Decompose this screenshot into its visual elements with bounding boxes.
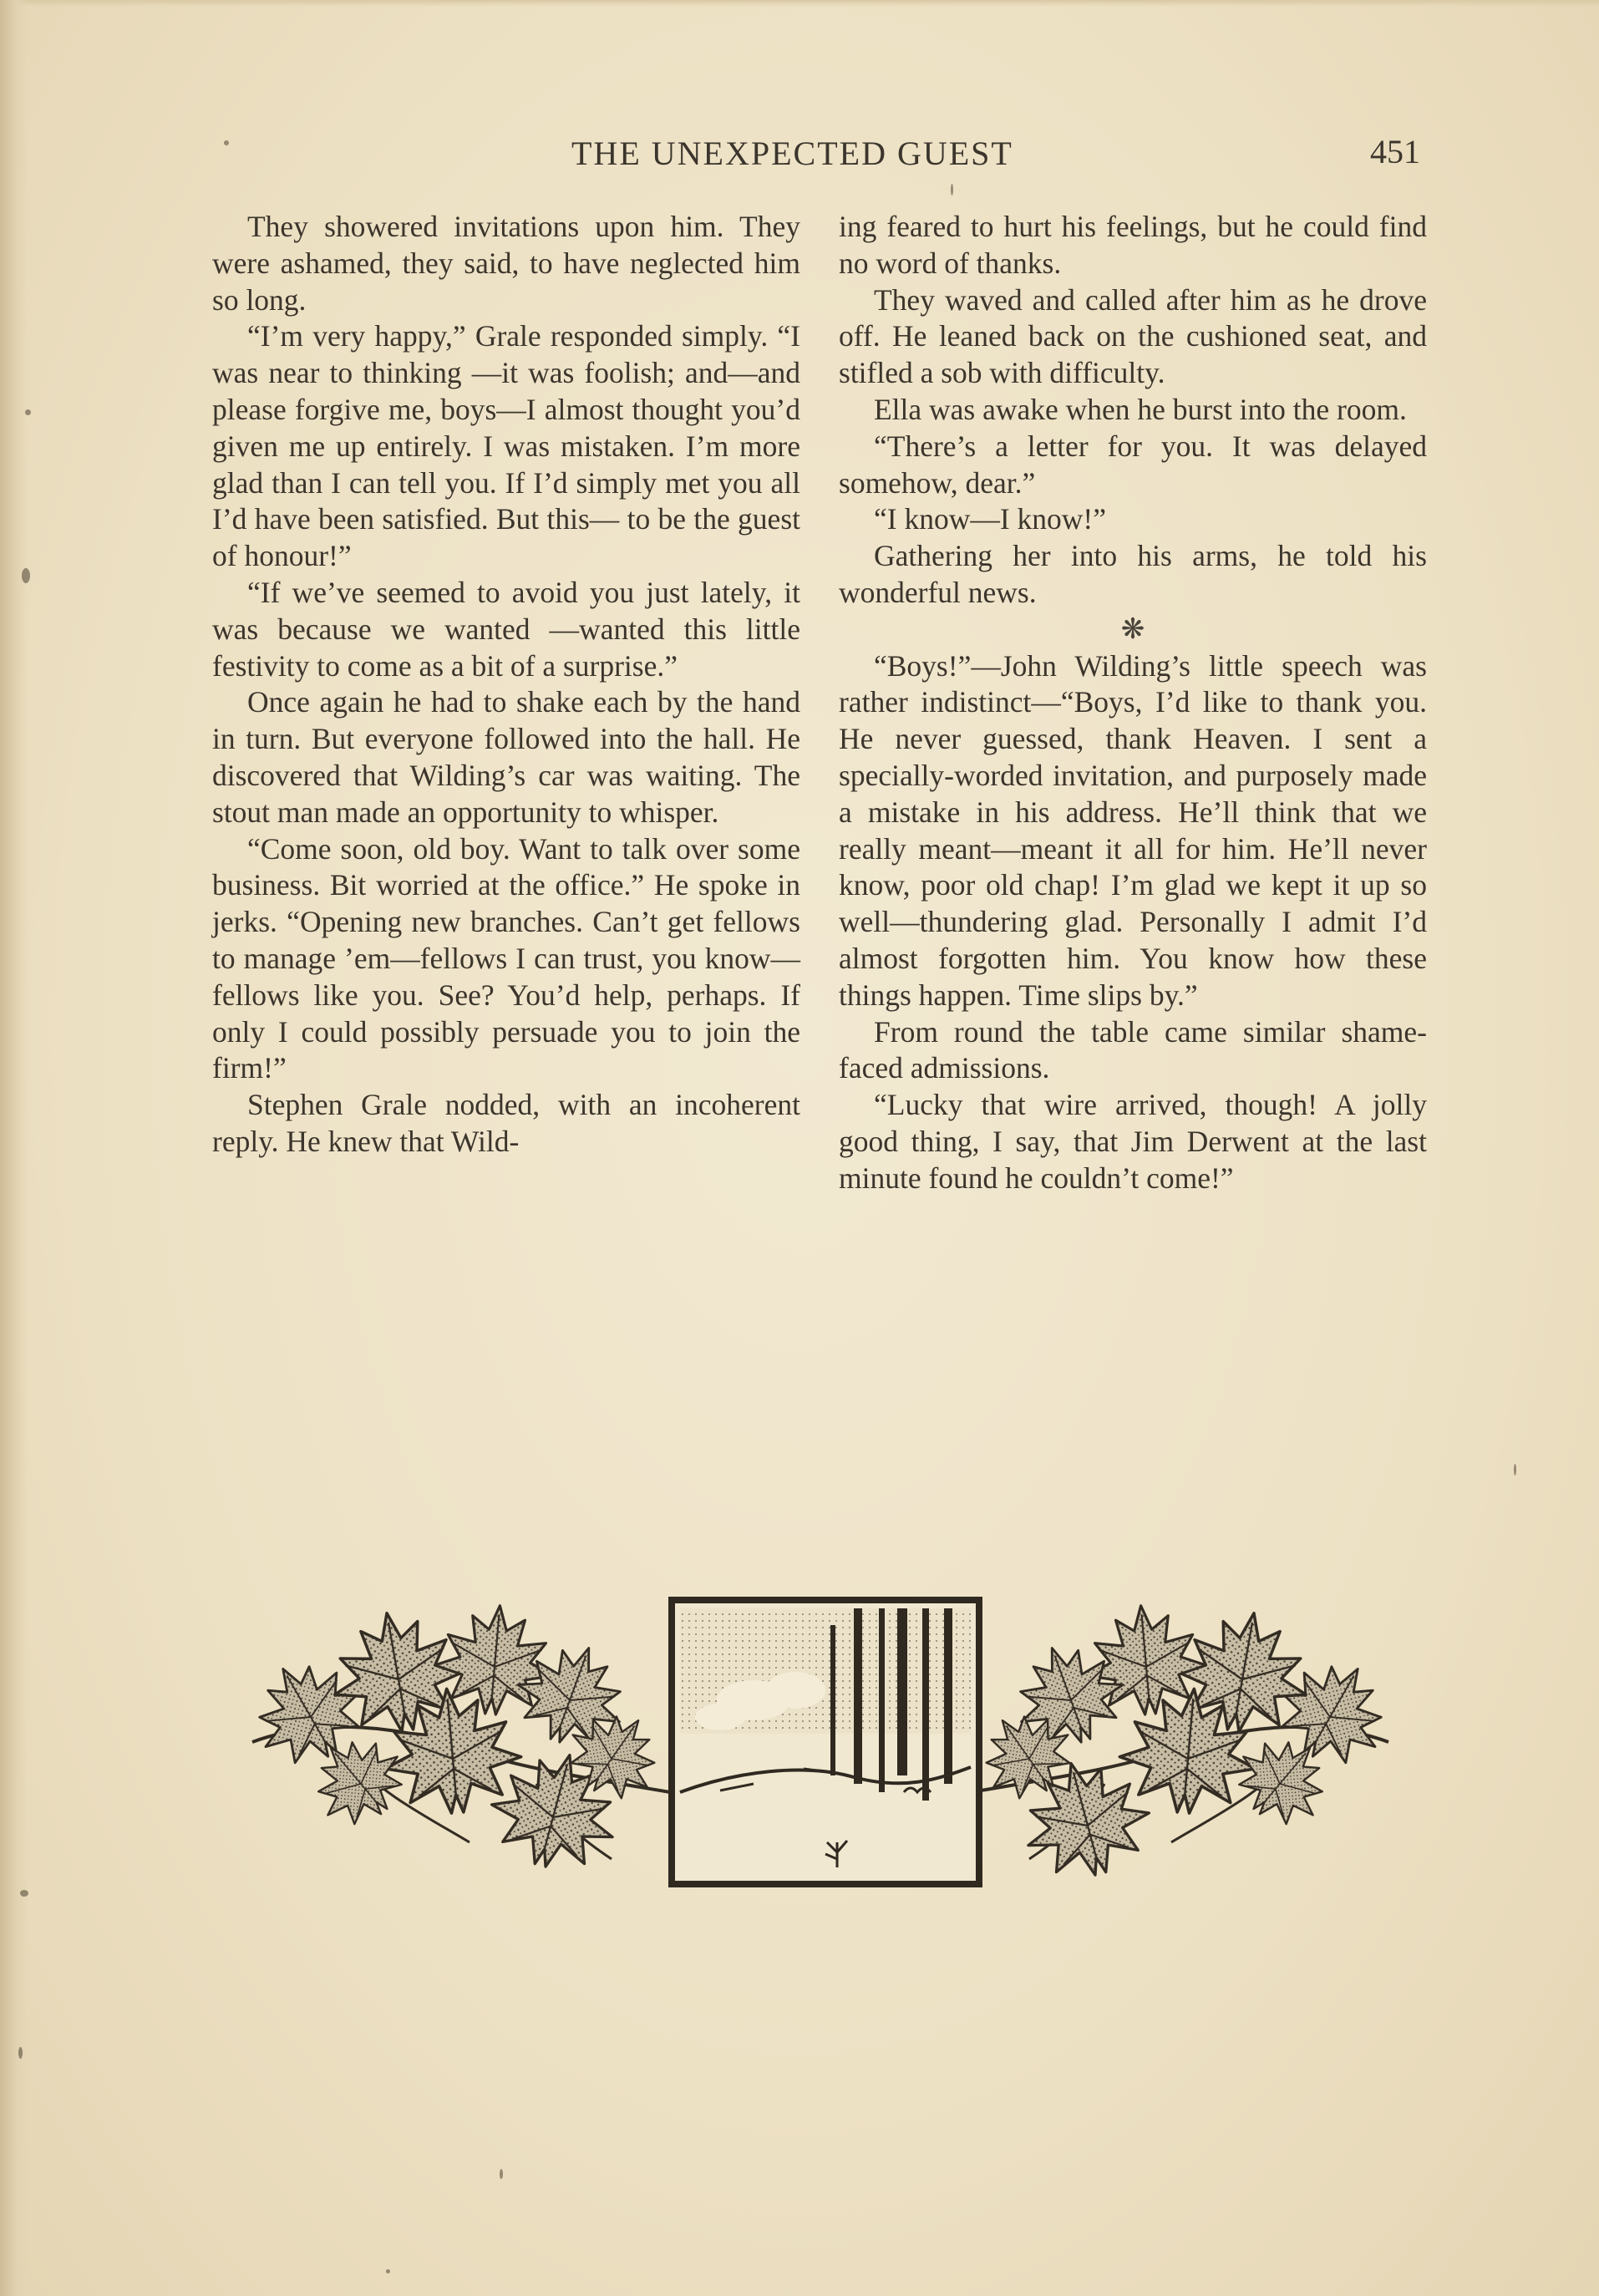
paper-speck (386, 2269, 390, 2273)
maple-leaf-forest-vignette-icon (219, 1592, 1422, 1892)
paper-speck (500, 2169, 503, 2179)
paragraph: They showered invitations upon him. They were ashamed, they said, to have neglected him so long. (212, 210, 800, 317)
paragraph: “There’s a letter for you. It was delayed somehow, dear.” (839, 429, 1427, 500)
paper-speck (1514, 1464, 1516, 1476)
page-number: 451 (1370, 133, 1420, 170)
paragraph: Stephen Grale nodded, with an incoherent reply. He knew that Wild- (212, 1088, 800, 1158)
binding-shadow (0, 0, 28, 2296)
paragraph: They waved and called after him as he drove off. He leaned back on the cushioned seat, and stifled a sob with difficulty. (839, 282, 1427, 390)
paragraph: “Come soon, old boy. Want to talk over some business. Bit worried at the office.” He spoke in jerks. “Opening new branches. Can’t get fellows to manage ’em—fellows I can trust, you know—fellows like you. See? You’d help, perhaps. If only I could possibly persuade you to join the firm!” (212, 831, 800, 1085)
paragraph: Once again he had to shake each by the hand in turn. But everyone followed into the hall. He discovered that Wilding’s car was waiting. The stout man made an opportunity to whisper. (212, 685, 800, 829)
paragraph: Gathering her into his arms, he told his wonderful news. (839, 539, 1427, 609)
paragraph: “Boys!”—John Wilding’s little speech was rather indistinct—“Boys, I’d like to thank you. He never guessed, thank Heaven. I sent a specially-worded invitation, and purposely made a mistake in his address. He’ll think that we really meant—meant it all for him. He’ll never know, poor old chap! I’m glad we kept it up so well—thundering glad. Personally I admit I’d almost forgotten him. You know how these things happen. Time slips by.” (839, 648, 1427, 1012)
forest-scene-frame (672, 1600, 979, 1884)
paragraph: Ella was awake when he burst into the room. (874, 392, 1407, 426)
paper-speck (20, 1890, 28, 1897)
running-title: THE UNEXPECTED GUEST (571, 135, 1013, 172)
paragraph: “Lucky that wire arrived, though! A jolly good thing, I say, that Jim Derwent at the last minute found he couldn’t come!” (839, 1088, 1427, 1195)
paper-speck (18, 2047, 23, 2059)
right-leaf-cluster (965, 1601, 1404, 1890)
left-leaf-cluster (236, 1601, 676, 1882)
running-head (0, 125, 1599, 175)
page-top-edge (0, 0, 1599, 7)
section-break-asterism-icon: ❋ (1120, 613, 1145, 645)
paper-speck (224, 140, 229, 145)
paragraph: “I’m very happy,” Grale responded simply. “I was near to thinking —it was foolish; and—and please forgive me, boys—I almost thought you’d given me up entirely. I was mistaken. I’m more glad than I can tell you. If I’d simply met you all I’d have been satisfied. But this— to be the guest of honour!” (212, 319, 800, 573)
paper-speck (25, 409, 31, 415)
paper-speck (951, 184, 953, 196)
paragraph: From round the table came similar shame-faced admissions. (839, 1014, 1427, 1085)
paper-speck (22, 568, 30, 583)
paragraph: “I know—I know!” (874, 502, 1107, 536)
paragraph: “If we’ve seemed to avoid you just lately, it was because we wanted —wanted this little festivity to come as a bit of a surprise.” (212, 575, 800, 683)
left-column (212, 209, 800, 1161)
right-column (839, 209, 1427, 1197)
paragraph-continued: ing feared to hurt his feelings, but he could find no word of thanks. (839, 210, 1427, 280)
